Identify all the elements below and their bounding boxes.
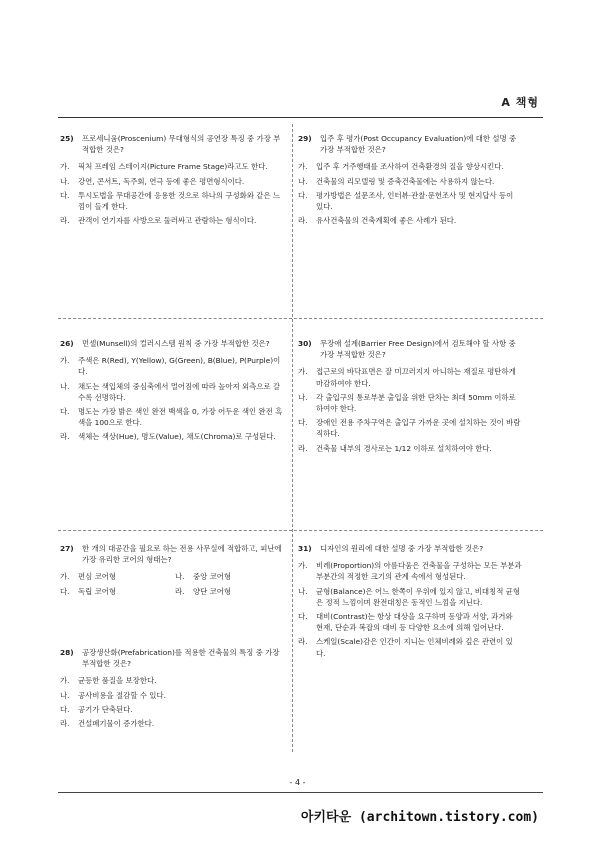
option-text: 색체는 색상(Hue), 명도(Value), 채도(Chroma)로 구성된다. <box>78 432 276 442</box>
option-text: 평가방법은 설문조사, 인터뷰·관찰·문헌조사 및 현지답사 등이 있다. <box>316 190 514 212</box>
question-28 <box>60 647 284 732</box>
option-mark: 다. <box>60 586 70 596</box>
option-mark: 다. <box>298 418 308 428</box>
answer-option <box>175 571 284 582</box>
option-text: 대비(Contrast)는 항상 대상을 요구하며 동양과 서양, 과거와 현재, 단순과 복잡의 대비 등 다양한 요소에 의해 일어난다. <box>316 612 513 633</box>
question-number: 31) <box>298 544 312 553</box>
question-31 <box>298 543 522 662</box>
option-text: 독립 코어형 <box>78 586 117 596</box>
answer-option <box>298 215 522 226</box>
answer-option <box>175 586 284 597</box>
option-mark: 나. <box>175 572 185 582</box>
option-text: 유사건축물의 건축계획에 좋은 사례가 된다. <box>316 216 457 226</box>
answer-option <box>60 431 284 442</box>
option-mark: 나. <box>298 586 308 596</box>
option-mark: 다. <box>298 612 308 622</box>
option-text: 건설폐기물이 증가한다. <box>78 719 155 729</box>
option-mark: 나. <box>60 176 70 186</box>
question-text: 디자인의 원리에 대한 설명 중 가장 부적합한 것은? <box>320 544 484 553</box>
answer-option <box>60 675 284 686</box>
answer-option <box>60 176 284 187</box>
option-text: 편심 코어형 <box>78 572 117 582</box>
question-30 <box>298 338 522 457</box>
option-text: 픽처 프레임 스테이지(Picture Frame Stage)라고도 한다. <box>78 162 268 172</box>
question-number: 29) <box>298 134 312 143</box>
answer-option <box>298 443 522 454</box>
option-mark: 다. <box>60 704 70 714</box>
booklet-type-label: A 책형 <box>501 96 539 109</box>
answer-option <box>60 190 284 212</box>
answer-option <box>60 381 284 403</box>
option-mark: 나. <box>60 690 70 700</box>
option-mark: 나. <box>60 381 70 391</box>
question-number: 28) <box>60 648 74 657</box>
answer-option <box>60 215 284 226</box>
footer-site-credit: 아키타운 (architown.tistory.com) <box>300 810 539 825</box>
answer-option <box>298 392 522 414</box>
option-mark: 가. <box>298 561 308 571</box>
answer-option <box>298 560 522 582</box>
answer-option <box>298 636 522 658</box>
option-mark: 다. <box>60 407 70 417</box>
answer-options <box>298 366 522 453</box>
question-text: 먼셀(Munsell)의 컬러시스템 원칙 중 가장 부적합한 것은? <box>82 339 270 348</box>
option-text: 장애인 전용 주차구역은 출입구 가까운 곳에 설치하는 것이 바람직하다. <box>316 418 521 439</box>
column-divider <box>292 124 293 752</box>
question-text: 프로세니움(Proscenium) 무대형식의 공연장 특징 중 가장 부적합한 것은? <box>82 134 281 155</box>
option-text: 스케일(Scale)감은 인간이 지니는 인체비례와 깊은 관련이 있다. <box>316 637 513 658</box>
question-text: 입주 후 평가(Post Occupancy Evaluation)에 대한 설명 중 가장 부적합한 것은? <box>320 134 517 155</box>
option-text: 공사비용을 절감할 수 있다. <box>78 690 166 700</box>
option-text: 중앙 코어형 <box>193 572 232 582</box>
answer-option <box>60 704 284 715</box>
answer-options <box>60 161 284 226</box>
question-29 <box>298 133 522 229</box>
question-number: 26) <box>60 339 74 348</box>
option-mark: 나. <box>298 392 308 402</box>
option-mark: 다. <box>298 190 308 200</box>
option-mark: 가. <box>60 572 70 582</box>
answer-option <box>60 406 284 428</box>
answer-options <box>60 355 284 442</box>
option-text: 관객이 연기자를 사방으로 둘러싸고 관람하는 형식이다. <box>78 216 257 226</box>
option-text: 각 출입구의 통로부분 출입을 위한 단차는 최대 50mm 이하로 하여야 한다. <box>316 392 516 414</box>
option-text: 입주 후 거주행태를 조사하여 건축환경의 질을 향상시킨다. <box>316 162 504 172</box>
option-text: 접근로의 바닥표면은 잘 미끄러지지 아니하는 재질로 평탄하게 마감하여야 한다. <box>316 367 516 388</box>
question-number: 30) <box>298 339 312 348</box>
answer-option <box>60 161 284 172</box>
option-text: 주색은 R(Red), Y(Yellow), G(Green), B(Blue), P(Purple)이다. <box>78 356 281 377</box>
answer-option <box>298 366 522 388</box>
option-mark: 가. <box>298 367 308 377</box>
option-text: 건축물의 리모델링 및 증축건축물에는 사용하지 않는다. <box>316 176 495 186</box>
question-text: 한 개의 대공간을 필요로 하는 전용 사무실에 적합하고, 피난에 가장 유리한 코어의 형태는? <box>82 544 282 565</box>
option-mark: 가. <box>60 356 70 366</box>
answer-option <box>60 571 169 582</box>
question-number: 25) <box>60 134 74 143</box>
option-text: 강연, 콘서트, 독주회, 연극 등에 좋은 평면형식이다. <box>78 176 245 186</box>
answer-option <box>298 161 522 172</box>
option-mark: 가. <box>298 162 308 172</box>
answer-option <box>298 586 522 608</box>
page-number: - 4 - <box>289 778 306 787</box>
option-mark: 라. <box>298 443 308 453</box>
answer-options <box>298 161 522 226</box>
option-mark: 나. <box>298 176 308 186</box>
option-mark: 라. <box>60 216 70 226</box>
option-mark: 라. <box>60 432 70 442</box>
answer-option <box>60 355 284 377</box>
footer-rule <box>58 792 543 793</box>
answer-option <box>298 611 522 633</box>
option-text: 투시도법을 무대공간에 응용한 것으로 하나의 구성화와 같은 느낌이 들게 한다. <box>78 190 281 212</box>
section-divider <box>58 318 543 319</box>
header-rule <box>58 117 543 118</box>
question-text: 무장애 설계(Barrier Free Design)에서 검토해야 할 사항 중 가장 부적합한 것은? <box>320 339 516 360</box>
option-mark: 다. <box>60 190 70 200</box>
option-text: 공기가 단축된다. <box>78 704 133 714</box>
option-mark: 가. <box>60 162 70 172</box>
option-text: 균등한 품질을 보장한다. <box>78 676 157 686</box>
option-text: 균형(Balance)은 어느 한쪽이 우위에 있지 않고, 비대칭적 균형은 정적 느낌이며 완전대칭은 동적인 느낌을 지닌다. <box>316 586 520 607</box>
option-text: 채도는 색입체의 중심축에서 멀어짐에 따라 높아져 외측으로 갈수록 선명하다. <box>78 381 281 402</box>
question-text: 공장생산화(Prefabrication)를 적용한 건축물의 특징 중 가장 부적합한 것은? <box>82 648 280 669</box>
answer-options <box>298 560 522 659</box>
answer-option <box>298 190 522 212</box>
question-26 <box>60 338 284 446</box>
option-mark: 라. <box>60 719 70 729</box>
option-mark: 라. <box>298 637 308 647</box>
question-27 <box>60 543 284 600</box>
option-mark: 라. <box>298 216 308 226</box>
answer-options <box>60 571 284 599</box>
answer-option <box>298 176 522 187</box>
option-text: 명도는 가장 밝은 색인 완전 백색을 0, 가장 어두운 색인 완전 흑색을 100으로 한다. <box>78 407 283 428</box>
option-mark: 라. <box>175 586 185 596</box>
answer-options <box>60 675 284 729</box>
option-mark: 가. <box>60 676 70 686</box>
answer-option <box>60 718 284 729</box>
option-text: 건축물 내부의 경사로는 1/12 이하로 설치하여야 한다. <box>316 443 492 453</box>
answer-option <box>298 417 522 439</box>
answer-option <box>60 690 284 701</box>
answer-option <box>60 586 169 597</box>
question-25 <box>60 133 284 229</box>
question-number: 27) <box>60 544 74 553</box>
section-divider <box>58 530 543 531</box>
option-text: 양단 코어형 <box>193 586 232 596</box>
option-text: 비례(Proportion)의 아름다움은 건축물을 구성하는 모든 부분과 부분간의 적정한 크기의 관계 속에서 형성된다. <box>316 561 522 582</box>
